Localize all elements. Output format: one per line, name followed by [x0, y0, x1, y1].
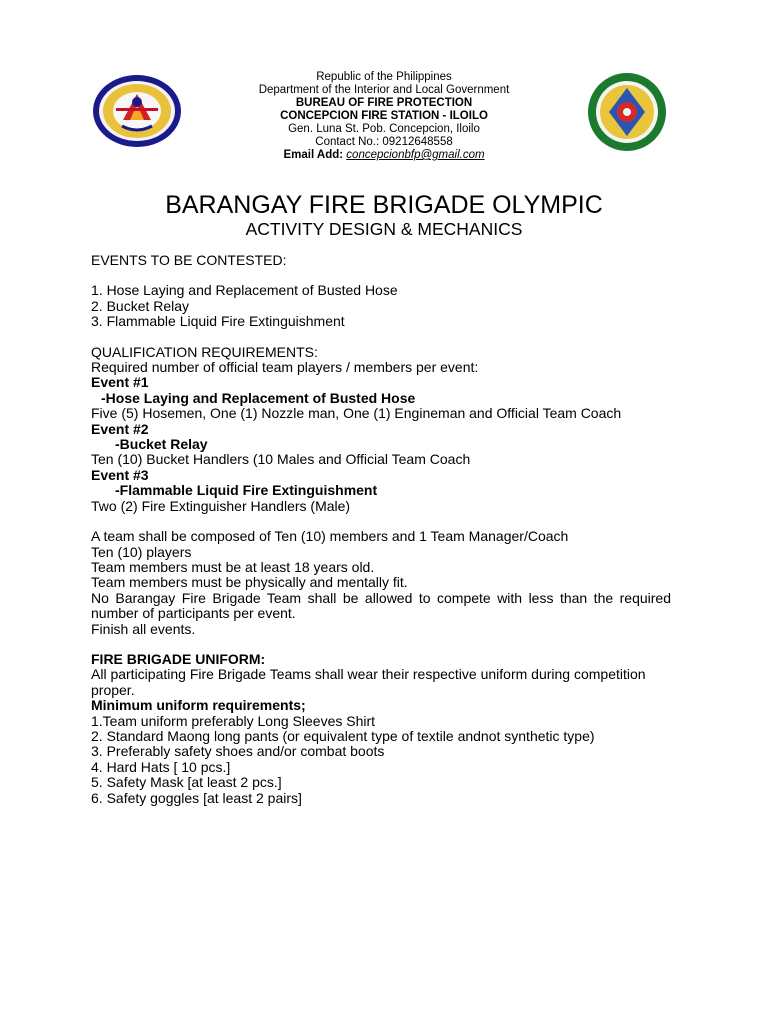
uniform-intro: All participating Fire Brigade Teams shall wear their respective uniform during competition proper. [91, 666, 646, 698]
letterhead-republic: Republic of the Philippines [316, 71, 452, 83]
letterhead-contact: Contact No.: 09212648558 [315, 136, 453, 148]
list-item: 3. Flammable Liquid Fire Extinguishment [91, 313, 345, 330]
team-rule-age: Team members must be at least 18 years old. [91, 558, 375, 575]
list-item: 1. Hose Laying and Replacement of Busted Hose [91, 282, 398, 299]
email-label: Email Add: [283, 149, 344, 161]
team-rule-finish: Finish all events. [91, 620, 196, 637]
letterhead-bureau: BUREAU OF FIRE PROTECTION [295, 97, 473, 109]
qualification-intro: Required number of official team players / members per event: [91, 359, 479, 376]
event1-name: -Hose Laying and Replacement of Busted Hose [101, 389, 416, 406]
bfp-seal-right-icon [587, 72, 667, 152]
list-item: 4. Hard Hats [ 10 pcs.] [91, 758, 231, 775]
event2-name: -Bucket Relay [115, 436, 208, 453]
events-list [91, 283, 671, 329]
letterhead-header [0, 0, 768, 170]
event1-desc: Five (5) Hosemen, One (1) Nozzle man, One (1) Engineman and Official Team Coach [91, 405, 622, 422]
list-item: 3. Preferably safety shoes and/or combat boots [91, 743, 385, 760]
event3-name: -Flammable Liquid Fire Extinguishment [115, 482, 378, 499]
team-rule-players: Ten (10) players [91, 543, 192, 560]
letterhead-address: Gen. Luna St. Pob. Concepcion, Iloilo [288, 123, 480, 135]
page-subtitle: ACTIVITY DESIGN & MECHANICS [245, 219, 523, 239]
qualification-heading: QUALIFICATION REQUIREMENTS: [91, 343, 318, 360]
event2-desc: Ten (10) Bucket Handlers (10 Males and Official Team Coach [91, 451, 471, 468]
team-rule-minimum: No Barangay Fire Brigade Team shall be allowed to compete with less than the required number of participants per event. [91, 589, 671, 622]
letterhead-department: Department of the Interior and Local Government [258, 84, 510, 96]
document-body [91, 253, 671, 806]
list-item: 6. Safety goggles [at least 2 pairs] [91, 789, 302, 806]
uniform-min-heading: Minimum uniform requirements; [91, 697, 306, 714]
team-rule-composition: A team shall be composed of Ten (10) members and 1 Team Manager/Coach [91, 528, 569, 545]
letterhead-text [200, 71, 568, 162]
events-heading: EVENTS TO BE CONTESTED: [91, 252, 287, 268]
letterhead-station: CONCEPCION FIRE STATION - ILOILO [280, 110, 488, 122]
list-item: 5. Safety Mask [at least 2 pcs.] [91, 774, 282, 791]
list-item: 2. Bucket Relay [91, 297, 190, 314]
bfp-seal-left-icon [92, 74, 182, 148]
uniform-heading: FIRE BRIGADE UNIFORM: [91, 650, 266, 667]
page-title: BARANGAY FIRE BRIGADE OLYMPIC [165, 191, 603, 219]
email-link[interactable]: concepcionbfp@gmail.com [346, 149, 485, 161]
team-rule-fitness: Team members must be physically and mentally fit. [91, 574, 408, 591]
event3-label: Event #3 [91, 466, 149, 483]
event2-label: Event #2 [91, 420, 149, 437]
list-item: 1.Team uniform preferably Long Sleeves Shirt [91, 712, 376, 729]
list-item: 2. Standard Maong long pants (or equivalent type of textile andnot synthetic type) [91, 727, 595, 744]
letterhead-email [200, 149, 568, 162]
event1-label: Event #1 [91, 374, 149, 391]
event3-desc: Two (2) Fire Extinguisher Handlers (Male) [91, 497, 351, 514]
